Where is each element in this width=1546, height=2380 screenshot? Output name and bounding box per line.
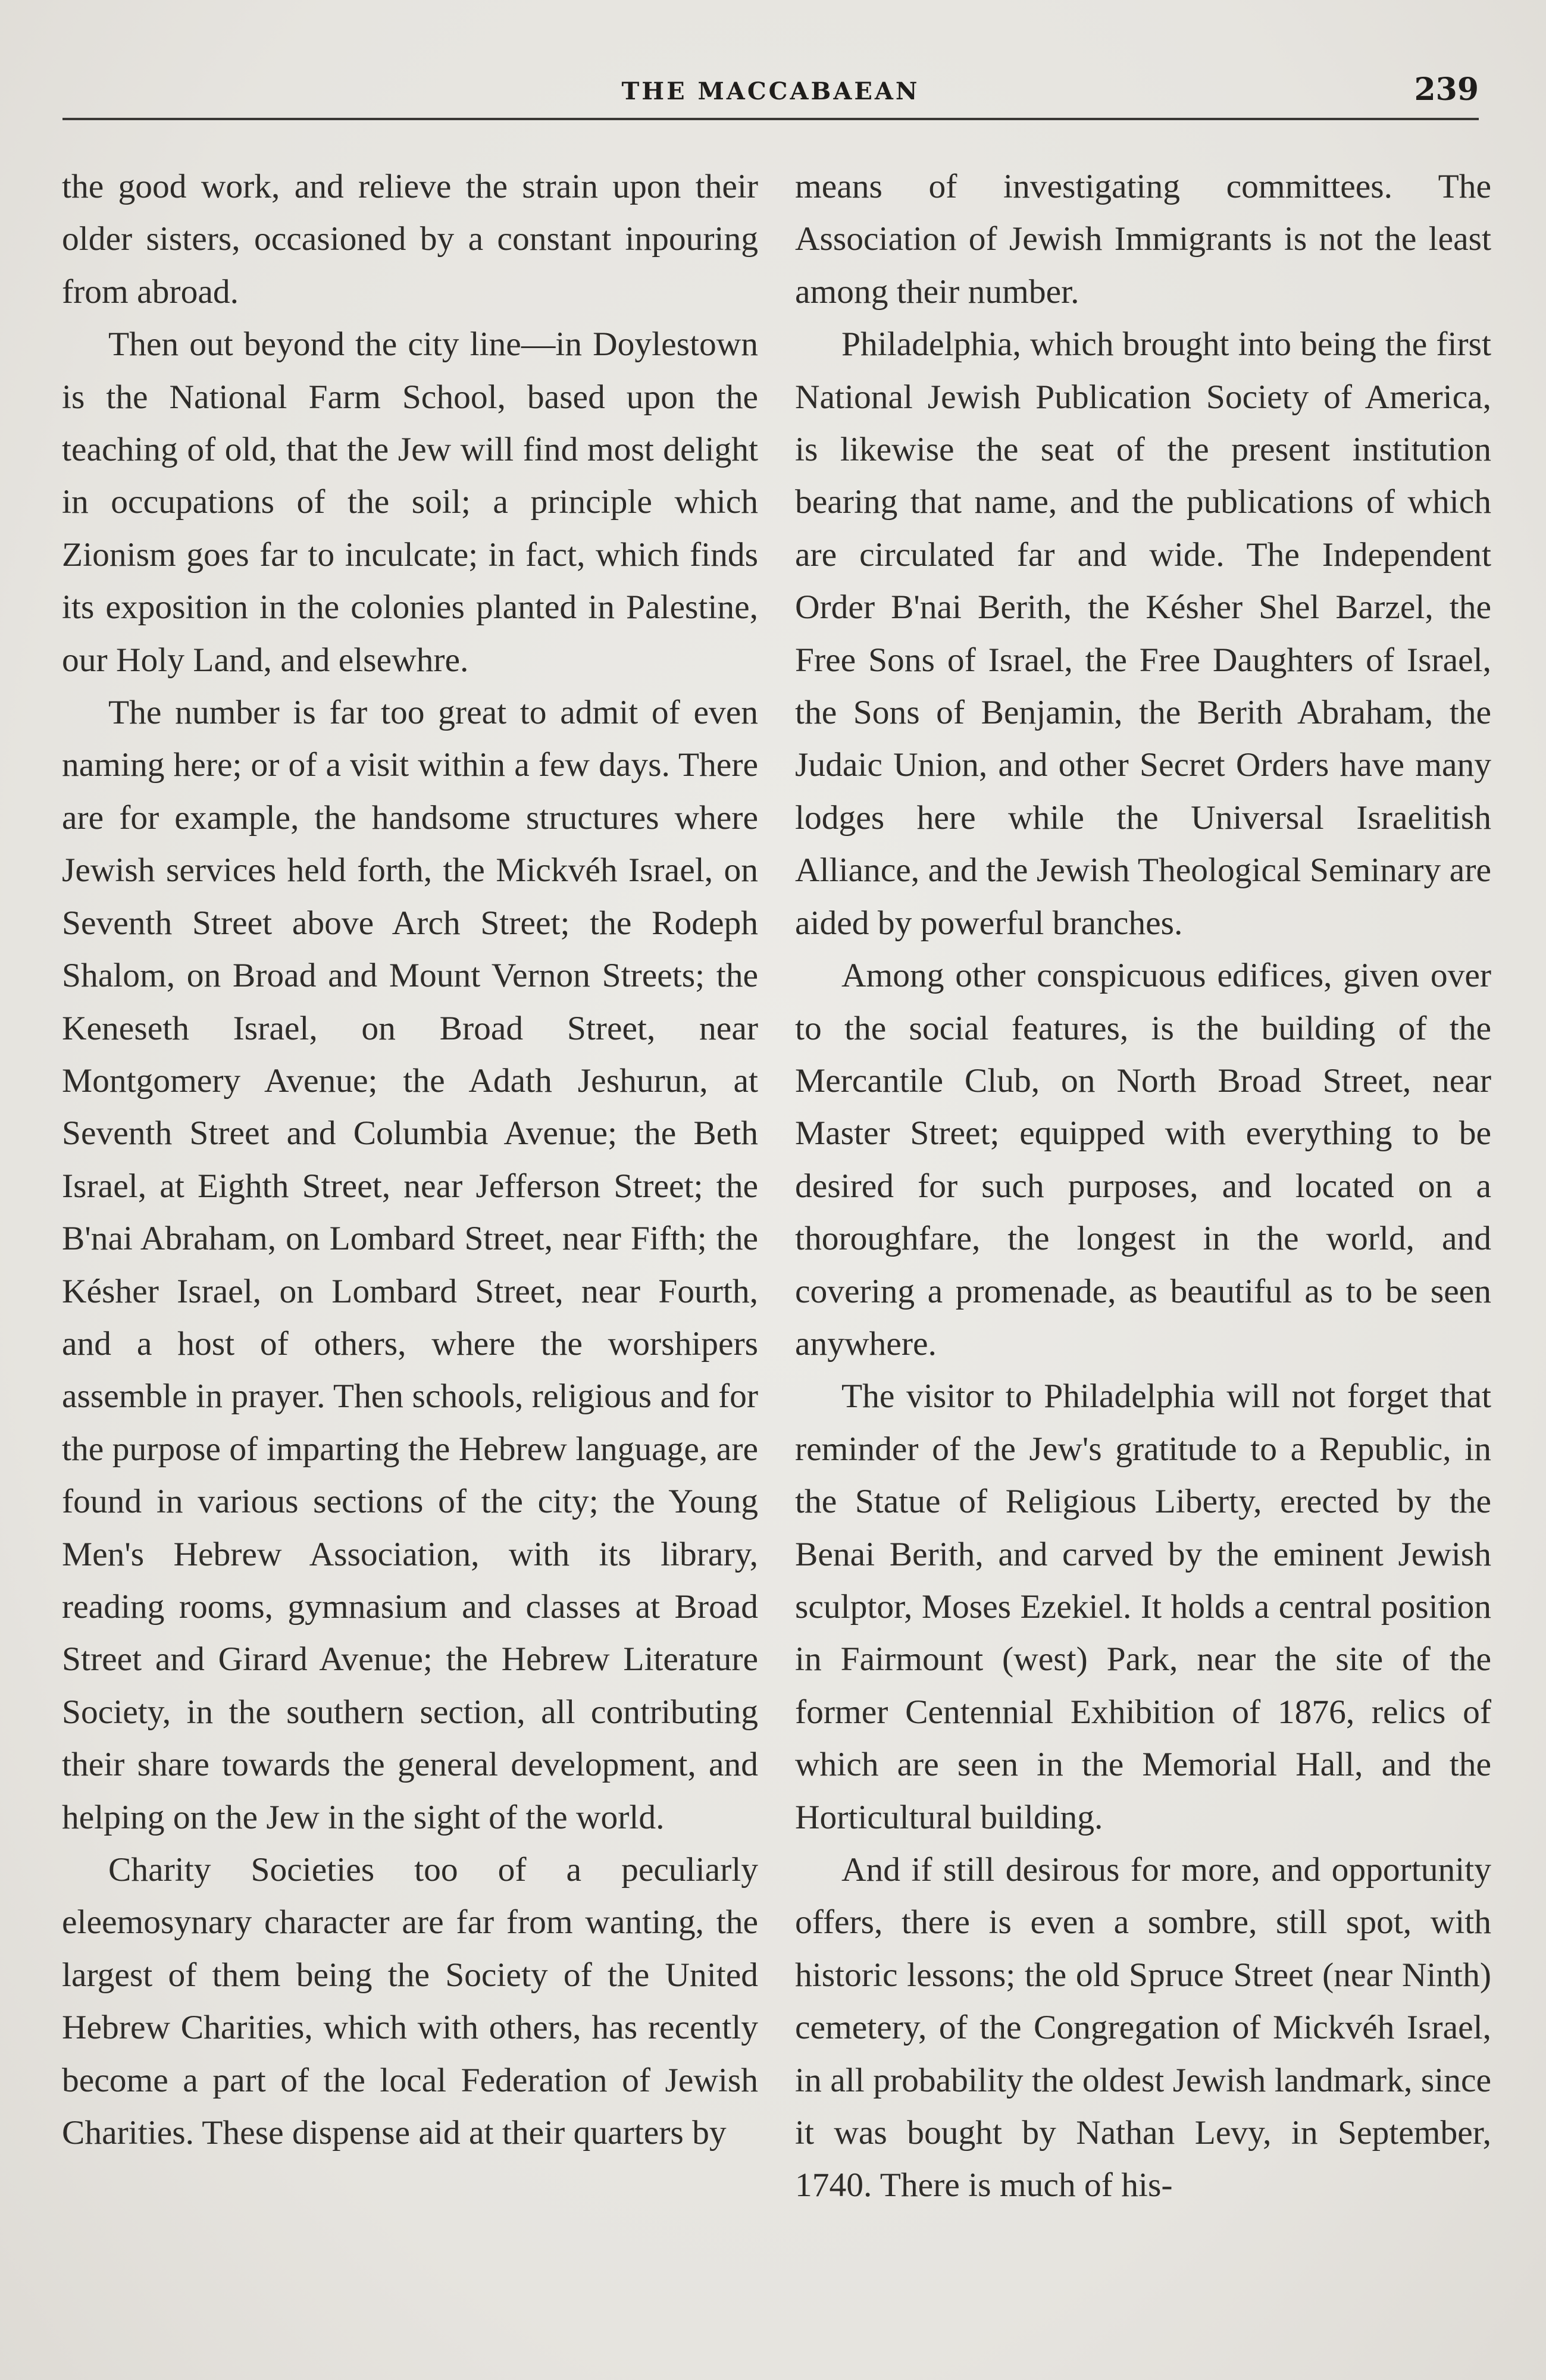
paragraph: Philadelphia, which brought into being the first National Jewish Publication Society of America, is likewise the seat of the present institution bearing that name, and the publications of which are circulated far and wide. The Independent Order B'nai Berith, the Késher Shel Barzel, the Free Sons of Israel, the Free Daughters of Israel, the Sons of Benjamin, the Berith Abraham, the Judaic Union, and other Secret Orders have many lodges here while the Universal Israelitish Alliance, and the Jewish Theological Seminary are aided by powerful branches. xyxy=(795,325,1491,942)
paragraph: means of investigating committees. The Association of Jewish Immigrants is not the least among their number. xyxy=(795,168,1491,311)
paragraph: Among other conspicuous edifices, given over to the social features, is the building of the Mercantile Club, on North Broad Street, near Master Street; equipped with everything to be desired for such purposes, and located on a thoroughfare, the longest in the world, and covering a promenade, as beautiful as to be seen anywhere. xyxy=(795,957,1491,1363)
paragraph: the good work, and relieve the strain upon their older sisters, occasioned by a constant inpouring from abroad. xyxy=(62,168,758,311)
right-column xyxy=(795,161,1491,2212)
paragraph: And if still desirous for more, and opportunity offers, there is even a sombre, still spot, with historic lessons; the old Spruce Street (near Ninth) cemetery, of the Congregation of Mickvéh Israel, in all probability the oldest Jewish landmark, since it was bought by Nathan Levy, in September, 1740. There is much of his- xyxy=(795,1851,1491,2204)
paragraph: The visitor to Philadelphia will not forget that reminder of the Jew's gratitude to a Republic, in the Statue of Religious Liberty, erected by the Benai Berith, and carved by the eminent Jewish sculptor, Moses Ezekiel. It holds a central position in Fairmount (west) Park, near the site of the former Centennial Exhibition of 1876, relics of which are seen in the Memorial Hall, and the Horticultural building. xyxy=(795,1377,1491,1836)
running-head: THE MACCABAEAN xyxy=(621,77,920,105)
page-header xyxy=(62,71,1479,125)
paragraph: The number is far too great to admit of even naming here; or of a visit within a few days. There are for example, the handsome structures where Jewish services held forth, the Mickvéh Israel, on Seventh Street above Arch Street; the Rodeph Shalom, on Broad and Mount Vernon Streets; the Keneseth Israel, on Broad Street, near Montgomery Avenue; the Adath Jeshurun, at Seventh Street and Columbia Avenue; the Beth Israel, at Eighth Street, near Jefferson Street; the B'nai Abraham, on Lombard Street, near Fifth; the Késher Israel, on Lombard Street, near Fourth, and a host of others, where the worshipers assemble in prayer. Then schools, religious and for the purpose of imparting the Hebrew language, are found in various sections of the city; the Young Men's Hebrew Association, with its library, reading rooms, gymnasium and classes at Broad Street and Girard Avenue; the Hebrew Literature Society, in the southern section, all contributing their share towards the general development, and helping on the Jew in the sight of the world. xyxy=(62,694,758,1836)
paragraph: Charity Societies too of a peculiarly eleemosynary character are far from wanting, the largest of them being the Society of the United Hebrew Charities, which with others, has recently become a part of the local Federation of Jewish Charities. These dispense aid at their quarters by xyxy=(62,1851,758,2152)
header-rule xyxy=(62,118,1479,120)
paragraph: Then out beyond the city line—in Doylestown is the National Farm School, based upon the teaching of old, that the Jew will find most delight in occupations of the soil; a principle which Zionism goes far to inculcate; in fact, which finds its exposition in the colonies planted in Palestine, our Holy Land, and elsewhre. xyxy=(62,325,758,679)
page-number: 239 xyxy=(1414,71,1479,108)
left-column xyxy=(62,161,758,2159)
